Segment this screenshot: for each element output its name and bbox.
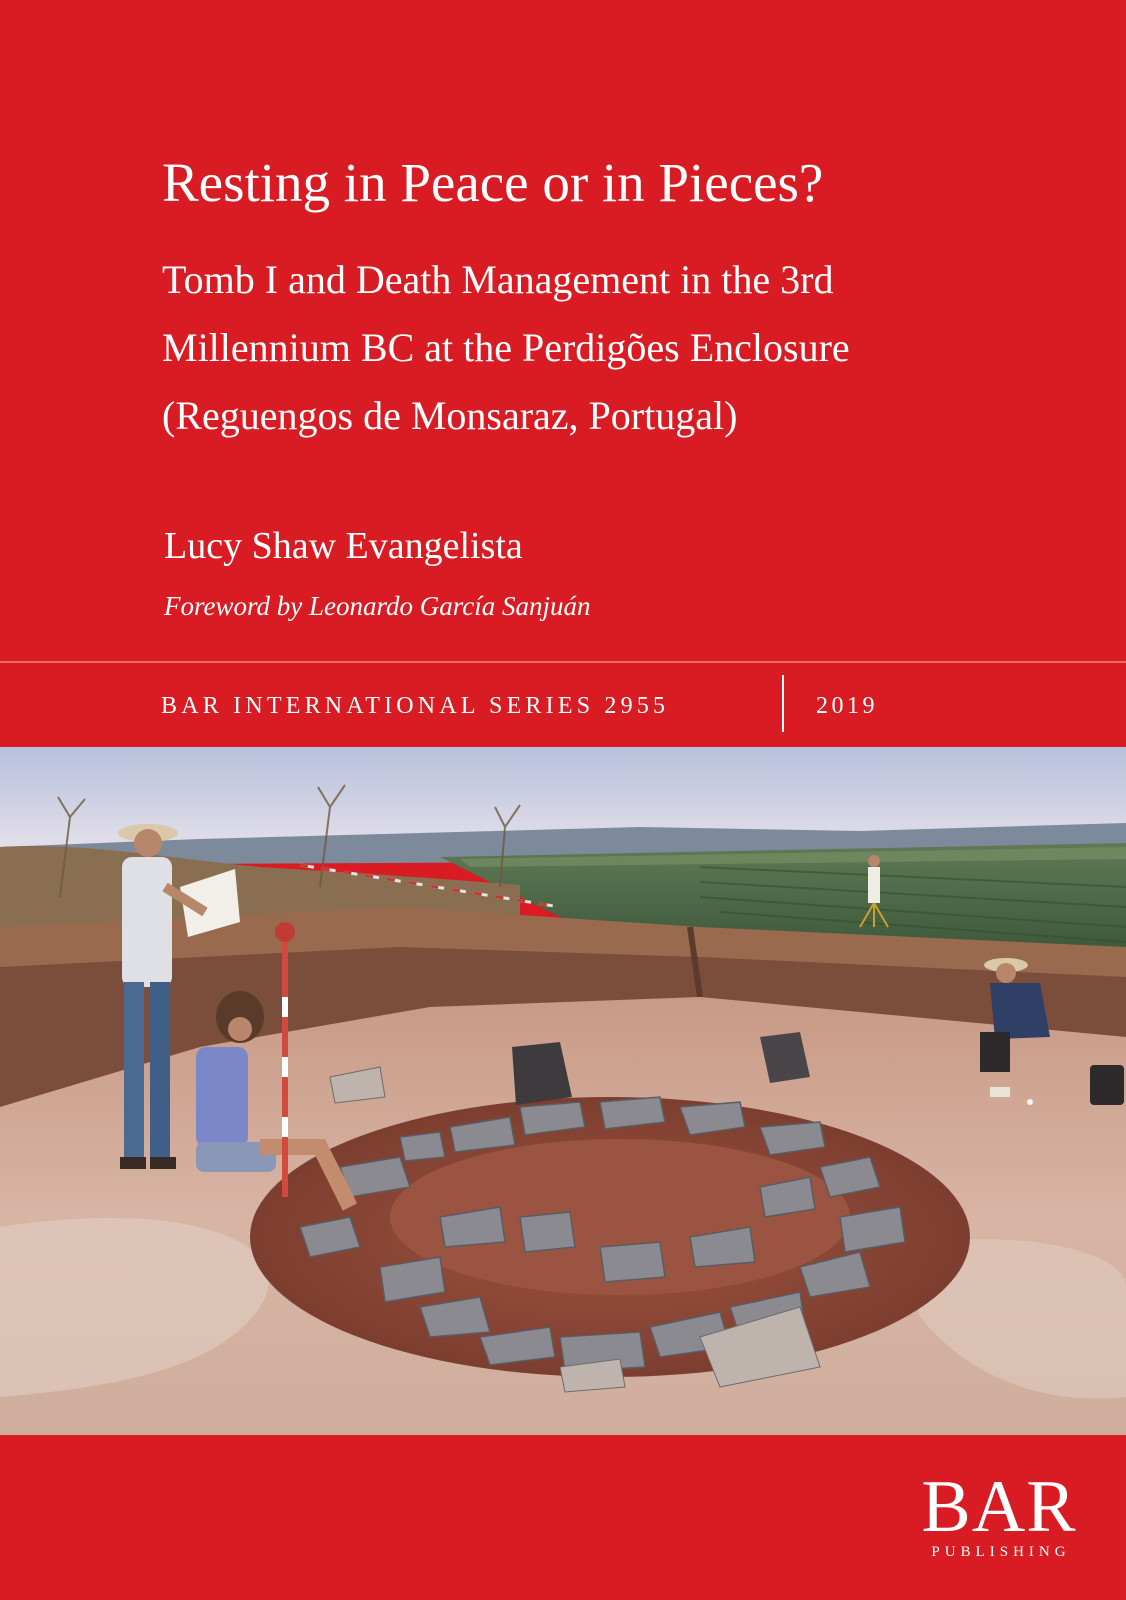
publisher-logo: [919, 1466, 1079, 1561]
publisher-logo-mark: BAR: [921, 1466, 1077, 1548]
publication-year: 2019: [816, 693, 878, 719]
horizontal-rule: [0, 661, 1126, 663]
subtitle-line: Millennium BC at the Perdigões Enclosure: [162, 325, 850, 370]
subtitle-line: (Reguengos de Monsaraz, Portugal): [162, 393, 738, 438]
book-title: Resting in Peace or in Pieces?: [162, 152, 824, 213]
subtitle-line: Tomb I and Death Management in the 3rd: [162, 257, 834, 302]
foreword-credit: Foreword by Leonardo García Sanjuán: [164, 591, 591, 621]
cover-photo: [0, 747, 1126, 1435]
series-divider: [782, 675, 784, 732]
publisher-logo-subtitle: PUBLISHING: [931, 1544, 1071, 1560]
excavation-photo-illustration: [0, 747, 1126, 1435]
book-subtitle: [162, 246, 850, 450]
author-name: Lucy Shaw Evangelista: [164, 525, 523, 567]
series-label: BAR INTERNATIONAL SERIES 2955: [161, 693, 670, 719]
